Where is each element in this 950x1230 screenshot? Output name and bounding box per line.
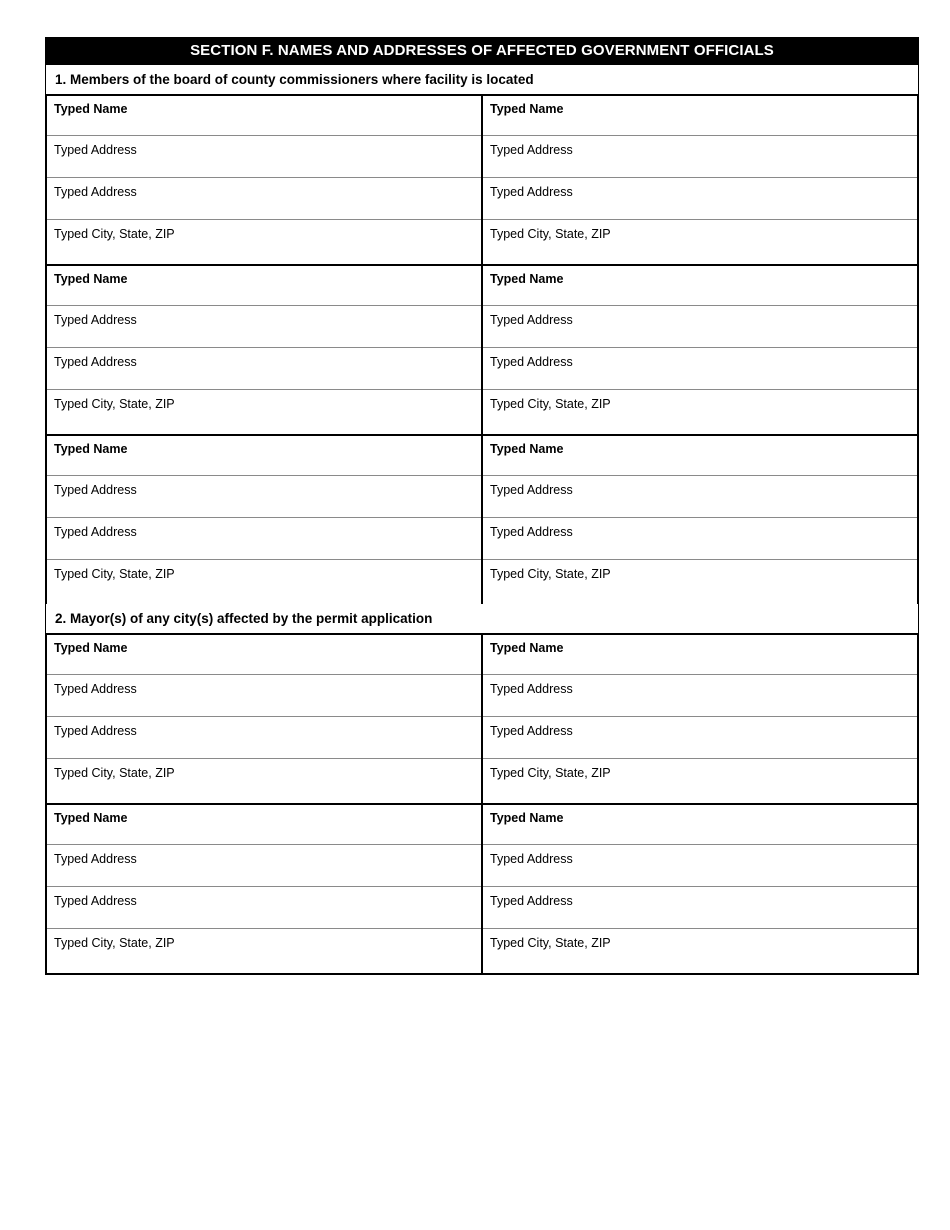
field-input[interactable]	[54, 371, 481, 389]
field-label: Typed Address	[490, 894, 573, 908]
field-input[interactable]	[490, 952, 917, 970]
typed-city-state-zip-field[interactable]	[483, 220, 917, 264]
mayors-section	[45, 604, 919, 975]
field-input[interactable]	[54, 458, 481, 476]
typed-city-state-zip-field[interactable]	[483, 929, 917, 973]
field-input[interactable]	[490, 868, 917, 886]
typed-address-field[interactable]	[47, 675, 481, 717]
field-label: Typed Name	[54, 102, 128, 116]
typed-name-field[interactable]	[483, 96, 917, 136]
typed-address-field[interactable]	[47, 476, 481, 518]
field-label: Typed City, State, ZIP	[54, 766, 175, 780]
entry-pair	[45, 633, 919, 803]
entry-pair	[45, 803, 919, 975]
subsection-title: 1. Members of the board of county commissioners where facility is located	[45, 65, 919, 94]
field-label: Typed Address	[490, 682, 573, 696]
field-input[interactable]	[54, 952, 481, 970]
field-input[interactable]	[490, 541, 917, 559]
typed-name-field[interactable]	[47, 266, 481, 306]
field-input[interactable]	[54, 657, 481, 675]
typed-name-field[interactable]	[483, 635, 917, 675]
typed-name-field[interactable]	[47, 96, 481, 136]
field-label: Typed Name	[54, 811, 128, 825]
official-entry-left	[45, 436, 483, 604]
typed-address-field[interactable]	[47, 306, 481, 348]
field-label: Typed Name	[490, 811, 564, 825]
field-input[interactable]	[54, 910, 481, 928]
field-input[interactable]	[54, 541, 481, 559]
field-label: Typed Address	[490, 143, 573, 157]
field-label: Typed Address	[54, 185, 137, 199]
section-f-title: SECTION F. NAMES AND ADDRESSES OF AFFECTED GOVERNMENT OFFICIALS	[45, 37, 919, 65]
field-input[interactable]	[490, 698, 917, 716]
typed-address-field[interactable]	[483, 306, 917, 348]
official-entry-right	[483, 266, 919, 434]
field-input[interactable]	[490, 329, 917, 347]
typed-city-state-zip-field[interactable]	[47, 390, 481, 434]
field-label: Typed Address	[54, 525, 137, 539]
typed-city-state-zip-field[interactable]	[483, 560, 917, 604]
field-label: Typed Name	[490, 272, 564, 286]
field-label: Typed Name	[54, 442, 128, 456]
field-input[interactable]	[54, 159, 481, 177]
typed-city-state-zip-field[interactable]	[483, 759, 917, 803]
typed-address-field[interactable]	[483, 476, 917, 518]
official-entry-right	[483, 436, 919, 604]
field-input[interactable]	[54, 118, 481, 136]
official-entry-right	[483, 635, 919, 803]
typed-city-state-zip-field[interactable]	[47, 759, 481, 803]
typed-address-field[interactable]	[47, 136, 481, 178]
field-label: Typed City, State, ZIP	[54, 936, 175, 950]
field-input[interactable]	[490, 910, 917, 928]
typed-name-field[interactable]	[47, 805, 481, 845]
typed-address-field[interactable]	[47, 717, 481, 759]
field-input[interactable]	[54, 740, 481, 758]
field-label: Typed Address	[490, 185, 573, 199]
typed-address-field[interactable]	[47, 178, 481, 220]
typed-name-field[interactable]	[47, 436, 481, 476]
field-label: Typed Name	[54, 272, 128, 286]
official-entry-left	[45, 266, 483, 434]
official-entry-right	[483, 805, 919, 973]
field-input[interactable]	[54, 782, 481, 800]
field-input[interactable]	[54, 201, 481, 219]
field-label: Typed Address	[490, 525, 573, 539]
official-entry-left	[45, 805, 483, 973]
affected-officials-form	[45, 37, 919, 975]
field-input[interactable]	[490, 499, 917, 517]
field-input[interactable]	[490, 288, 917, 306]
typed-address-field[interactable]	[483, 845, 917, 887]
typed-address-field[interactable]	[483, 178, 917, 220]
field-input[interactable]	[490, 159, 917, 177]
typed-city-state-zip-field[interactable]	[47, 929, 481, 973]
entry-pair	[45, 434, 919, 604]
official-entry-left	[45, 635, 483, 803]
field-label: Typed Address	[490, 355, 573, 369]
field-input[interactable]	[490, 827, 917, 845]
field-label: Typed Address	[54, 355, 137, 369]
field-label: Typed Name	[490, 102, 564, 116]
typed-address-field[interactable]	[483, 518, 917, 560]
field-input[interactable]	[490, 371, 917, 389]
typed-address-field[interactable]	[47, 518, 481, 560]
field-label: Typed City, State, ZIP	[54, 227, 175, 241]
field-input[interactable]	[54, 868, 481, 886]
field-label: Typed Name	[490, 442, 564, 456]
typed-name-field[interactable]	[483, 266, 917, 306]
field-label: Typed Address	[54, 313, 137, 327]
field-label: Typed Address	[54, 682, 137, 696]
typed-name-field[interactable]	[483, 805, 917, 845]
field-label: Typed City, State, ZIP	[490, 936, 611, 950]
typed-address-field[interactable]	[483, 675, 917, 717]
typed-address-field[interactable]	[483, 136, 917, 178]
field-label: Typed Address	[54, 483, 137, 497]
typed-address-field[interactable]	[483, 887, 917, 929]
field-input[interactable]	[490, 657, 917, 675]
field-label: Typed Address	[54, 852, 137, 866]
field-label: Typed Address	[54, 143, 137, 157]
field-label: Typed Name	[490, 641, 564, 655]
field-input[interactable]	[490, 243, 917, 261]
typed-address-field[interactable]	[47, 348, 481, 390]
field-input[interactable]	[490, 413, 917, 431]
entry-pair	[45, 264, 919, 434]
field-input[interactable]	[54, 288, 481, 306]
field-label: Typed City, State, ZIP	[490, 397, 611, 411]
field-label: Typed Address	[490, 724, 573, 738]
field-label: Typed City, State, ZIP	[490, 567, 611, 581]
field-label: Typed City, State, ZIP	[490, 766, 611, 780]
typed-address-field[interactable]	[47, 845, 481, 887]
field-input[interactable]	[54, 827, 481, 845]
typed-address-field[interactable]	[483, 717, 917, 759]
typed-address-field[interactable]	[47, 887, 481, 929]
field-label: Typed Address	[490, 483, 573, 497]
field-label: Typed City, State, ZIP	[490, 227, 611, 241]
field-input[interactable]	[490, 458, 917, 476]
field-input[interactable]	[490, 782, 917, 800]
field-input[interactable]	[54, 583, 481, 601]
field-label: Typed Name	[54, 641, 128, 655]
field-label: Typed City, State, ZIP	[54, 567, 175, 581]
field-label: Typed Address	[54, 724, 137, 738]
typed-city-state-zip-field[interactable]	[47, 220, 481, 264]
typed-name-field[interactable]	[483, 436, 917, 476]
county-commissioners-section	[45, 65, 919, 604]
field-input[interactable]	[54, 413, 481, 431]
official-entry-left	[45, 96, 483, 264]
field-label: Typed Address	[490, 852, 573, 866]
field-label: Typed Address	[54, 894, 137, 908]
field-input[interactable]	[490, 118, 917, 136]
field-label: Typed Address	[490, 313, 573, 327]
field-input[interactable]	[54, 329, 481, 347]
field-input[interactable]	[54, 698, 481, 716]
field-input[interactable]	[490, 583, 917, 601]
subsection-title: 2. Mayor(s) of any city(s) affected by the permit application	[45, 604, 919, 633]
entry-pair	[45, 94, 919, 264]
typed-city-state-zip-field[interactable]	[47, 560, 481, 604]
field-input[interactable]	[490, 201, 917, 219]
field-input[interactable]	[490, 740, 917, 758]
field-input[interactable]	[54, 499, 481, 517]
field-label: Typed City, State, ZIP	[54, 397, 175, 411]
typed-name-field[interactable]	[47, 635, 481, 675]
field-input[interactable]	[54, 243, 481, 261]
typed-city-state-zip-field[interactable]	[483, 390, 917, 434]
typed-address-field[interactable]	[483, 348, 917, 390]
official-entry-right	[483, 96, 919, 264]
